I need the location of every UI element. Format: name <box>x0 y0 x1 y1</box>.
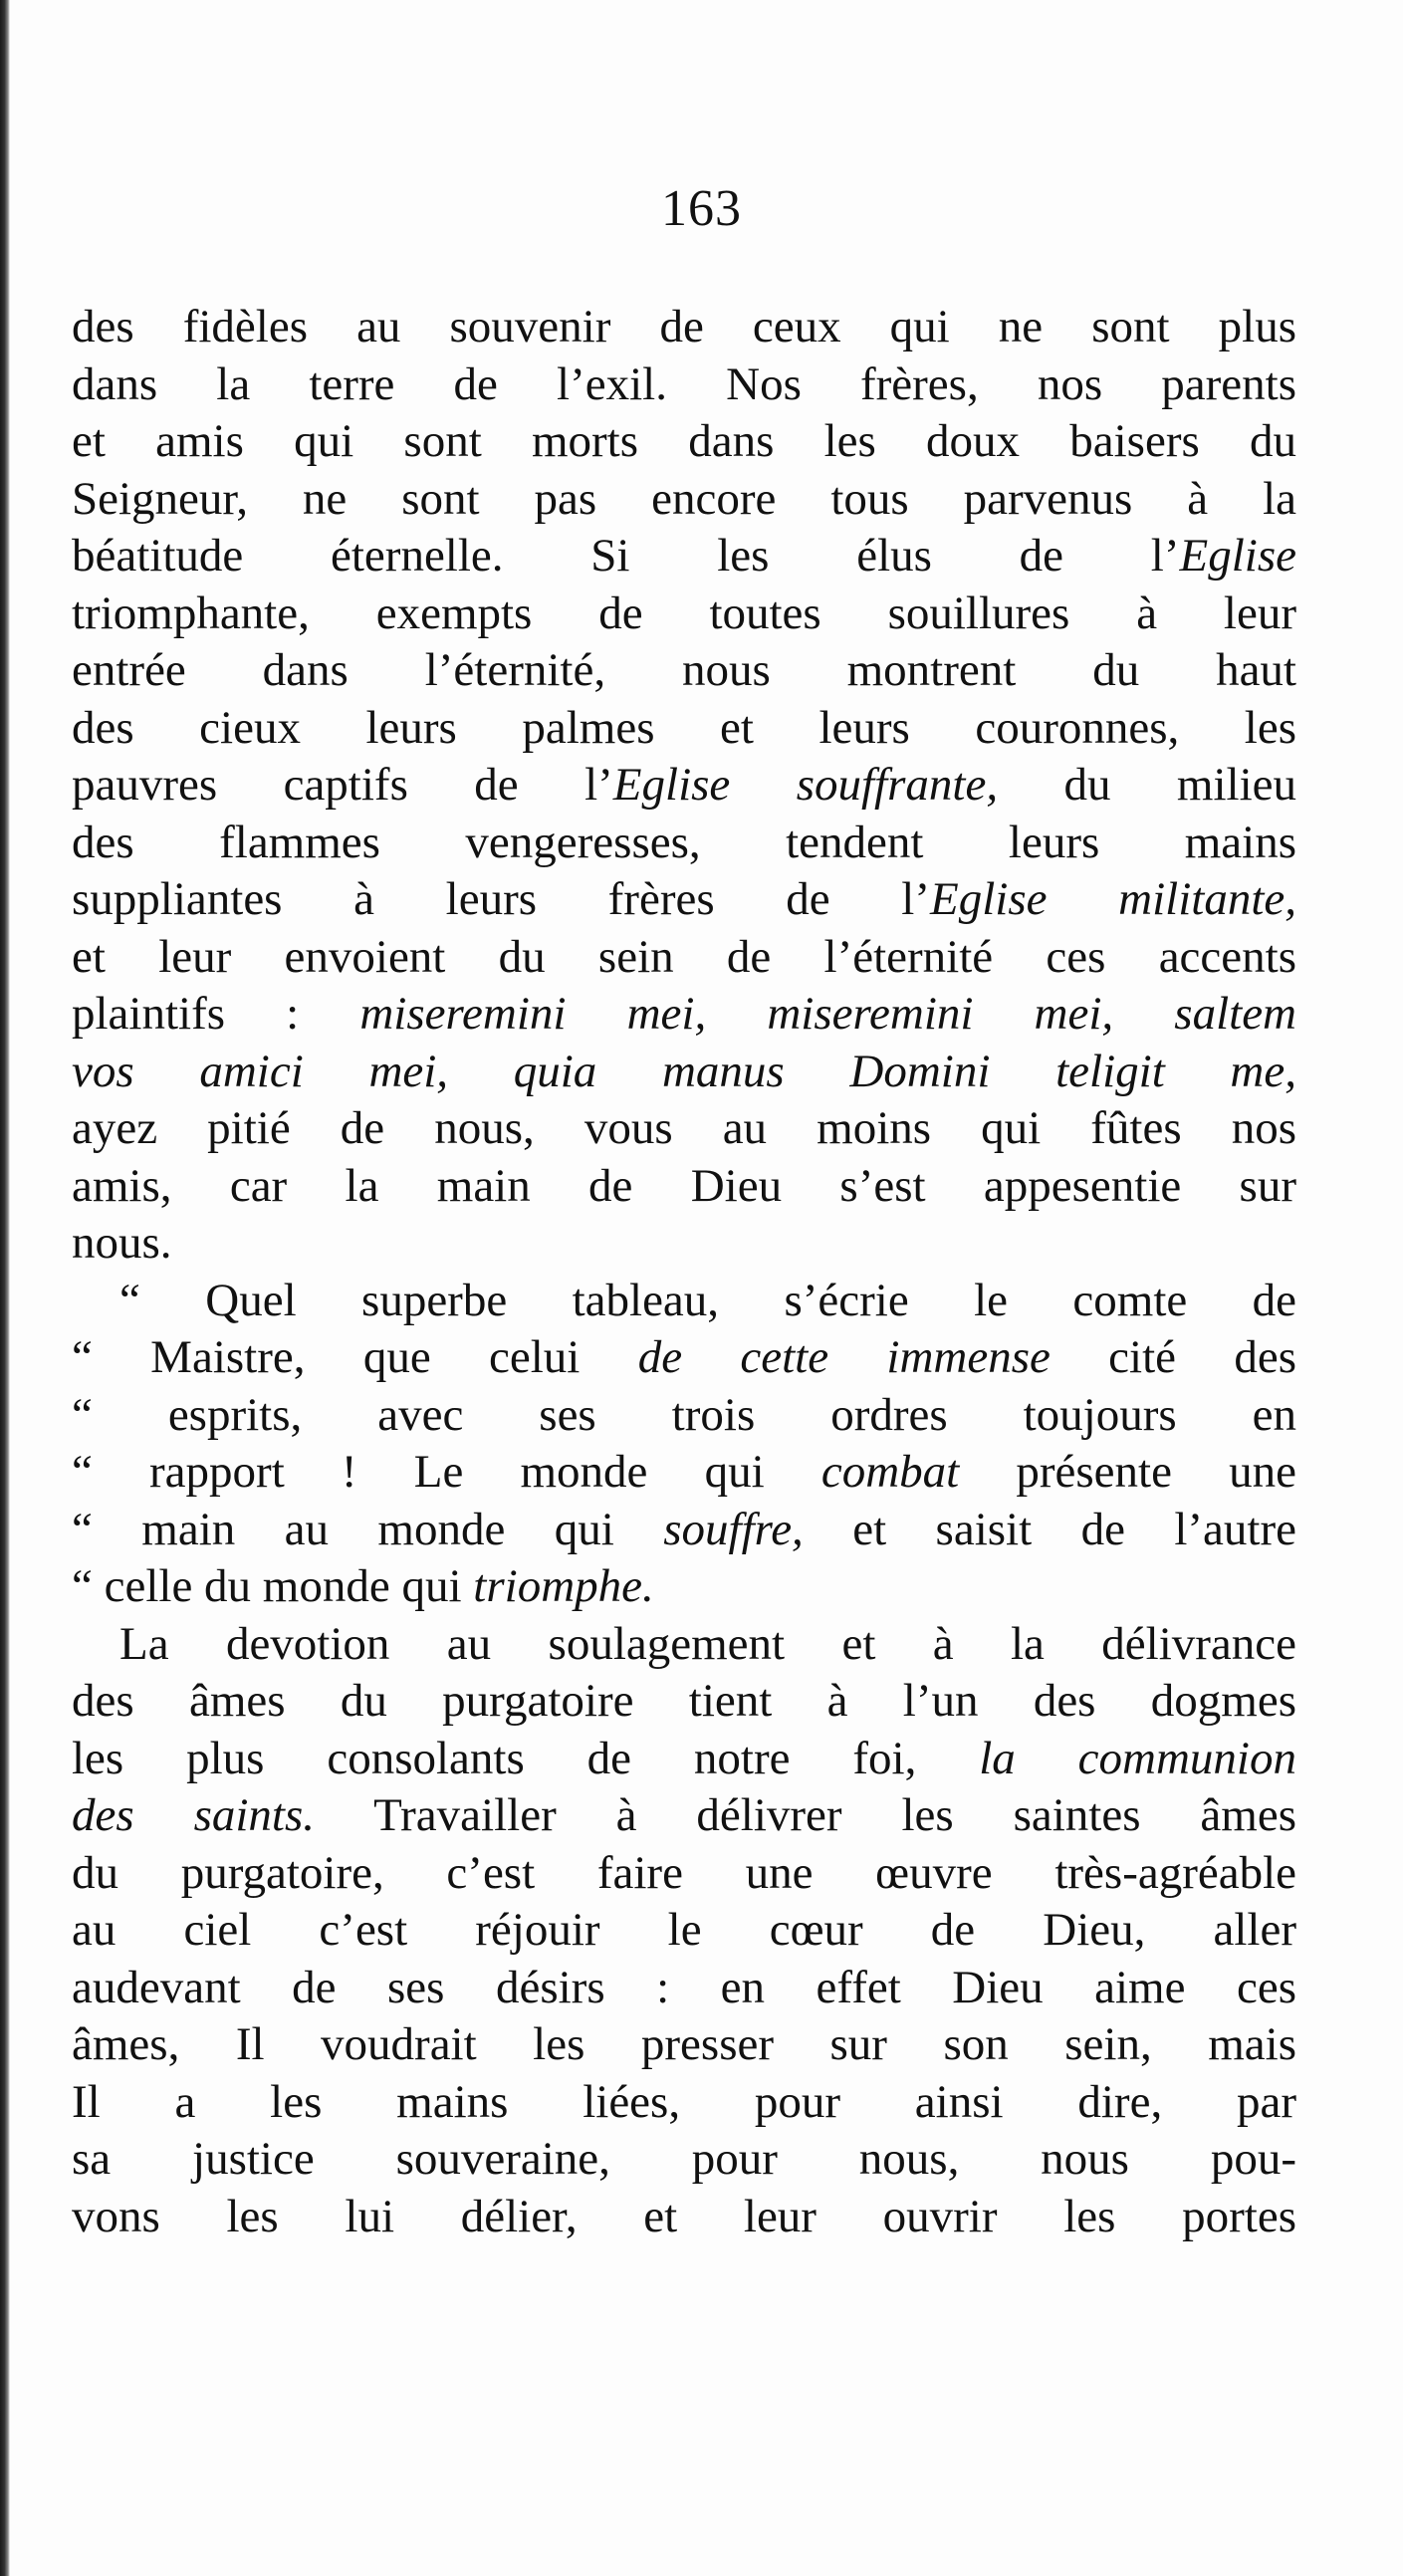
text-line: des flammes vengeresses, tendent leurs mains <box>72 816 1296 868</box>
text-line: des fidèles au souvenir de ceux qui ne sont plus <box>72 301 1296 352</box>
italic-text: Eglise souffrante, <box>612 759 999 811</box>
page-number: 163 <box>661 180 742 237</box>
text-line: béatitude éternelle. Si les élus de l’Eglise <box>72 530 1296 582</box>
text-line: pauvres captifs de l’Eglise souffrante, du milieu <box>72 759 1296 811</box>
body-text <box>72 299 1296 2245</box>
text-line: ayez pitié de nous, vous au moins qui fûtes nos <box>72 1102 1296 1154</box>
text-line: suppliantes à leurs frères de l’Eglise militante, <box>72 873 1296 925</box>
text-line: Il a les mains liées, pour ainsi dire, par <box>72 2075 1296 2128</box>
text-line: et amis qui sont morts dans les doux baisers du <box>72 415 1296 467</box>
text-line: vons les lui délier, et leur ouvrir les portes <box>72 2190 1296 2242</box>
page-binding-edge <box>0 0 10 2576</box>
italic-text: Eglise <box>1179 530 1296 582</box>
text-line: des âmes du purgatoire tient à l’un des dogmes <box>72 1675 1296 1727</box>
italic-text: des saints. <box>72 1789 316 1841</box>
text-line: triomphante, exempts de toutes souillures à leur <box>72 586 1296 639</box>
italic-text: de cette immense <box>637 1331 1051 1383</box>
text-line <box>72 1044 1296 1101</box>
text-line: “ celle du monde qui triomphe. <box>72 1560 654 1612</box>
text-line: “ Maistre, que celui de cette immense cité des <box>72 1331 1296 1383</box>
text-line: des saints. Travailler à délivrer les saintes âmes <box>72 1789 1296 1841</box>
text-line: dans la terre de l’exil. Nos frères, nos parents <box>72 357 1296 410</box>
text-line: entrée dans l’éternité, nous montrent du haut <box>72 644 1296 696</box>
text-line: plaintifs : miseremini mei, miseremini mei, saltem <box>72 988 1296 1040</box>
text-line: “ Quel superbe tableau, s’écrie le comte de <box>119 1274 1296 1326</box>
italic-text: souffre, <box>663 1503 804 1555</box>
italic-text: vos amici mei, quia manus Domini teligit me, <box>72 1045 1296 1097</box>
text-line: des cieux leurs palmes et leurs couronnes, les <box>72 701 1296 754</box>
text-line: amis, car la main de Dieu s’est appesentie sur <box>72 1159 1296 1212</box>
text-line: nous. <box>72 1217 172 1269</box>
italic-text: miseremini mei, miseremini mei, saltem <box>359 988 1296 1040</box>
italic-text: la communion <box>979 1732 1296 1784</box>
text-line: La devotion au soulagement et à la délivrance <box>119 1617 1296 1670</box>
text-line: du purgatoire, c’est faire une œuvre très-agréable <box>72 1846 1296 1899</box>
text-line: au ciel c’est réjouir le cœur de Dieu, aller <box>72 1904 1296 1956</box>
text-line: âmes, Il voudrait les presser sur son sein, mais <box>72 2018 1296 2070</box>
text-line: “ main au monde qui souffre, et saisit de l’autre <box>72 1503 1296 1555</box>
text-line: sa justice souveraine, pour nous, nous pou- <box>72 2133 1296 2185</box>
text-line: Seigneur, ne sont pas encore tous parvenus à la <box>72 472 1296 525</box>
text-line: “ rapport ! Le monde qui combat présente une <box>72 1446 1296 1498</box>
italic-text: triomphe. <box>473 1560 654 1612</box>
italic-text: Eglise militante, <box>930 873 1296 925</box>
text-line: et leur envoient du sein de l’éternité ces accents <box>72 930 1296 983</box>
text-line: audevant de ses désirs : en effet Dieu aime ces <box>72 1961 1296 2013</box>
italic-text: combat <box>820 1446 960 1498</box>
text-line: les plus consolants de notre foi, la communion <box>72 1732 1296 1784</box>
text-line: “ esprits, avec ses trois ordres toujours en <box>72 1388 1296 1441</box>
